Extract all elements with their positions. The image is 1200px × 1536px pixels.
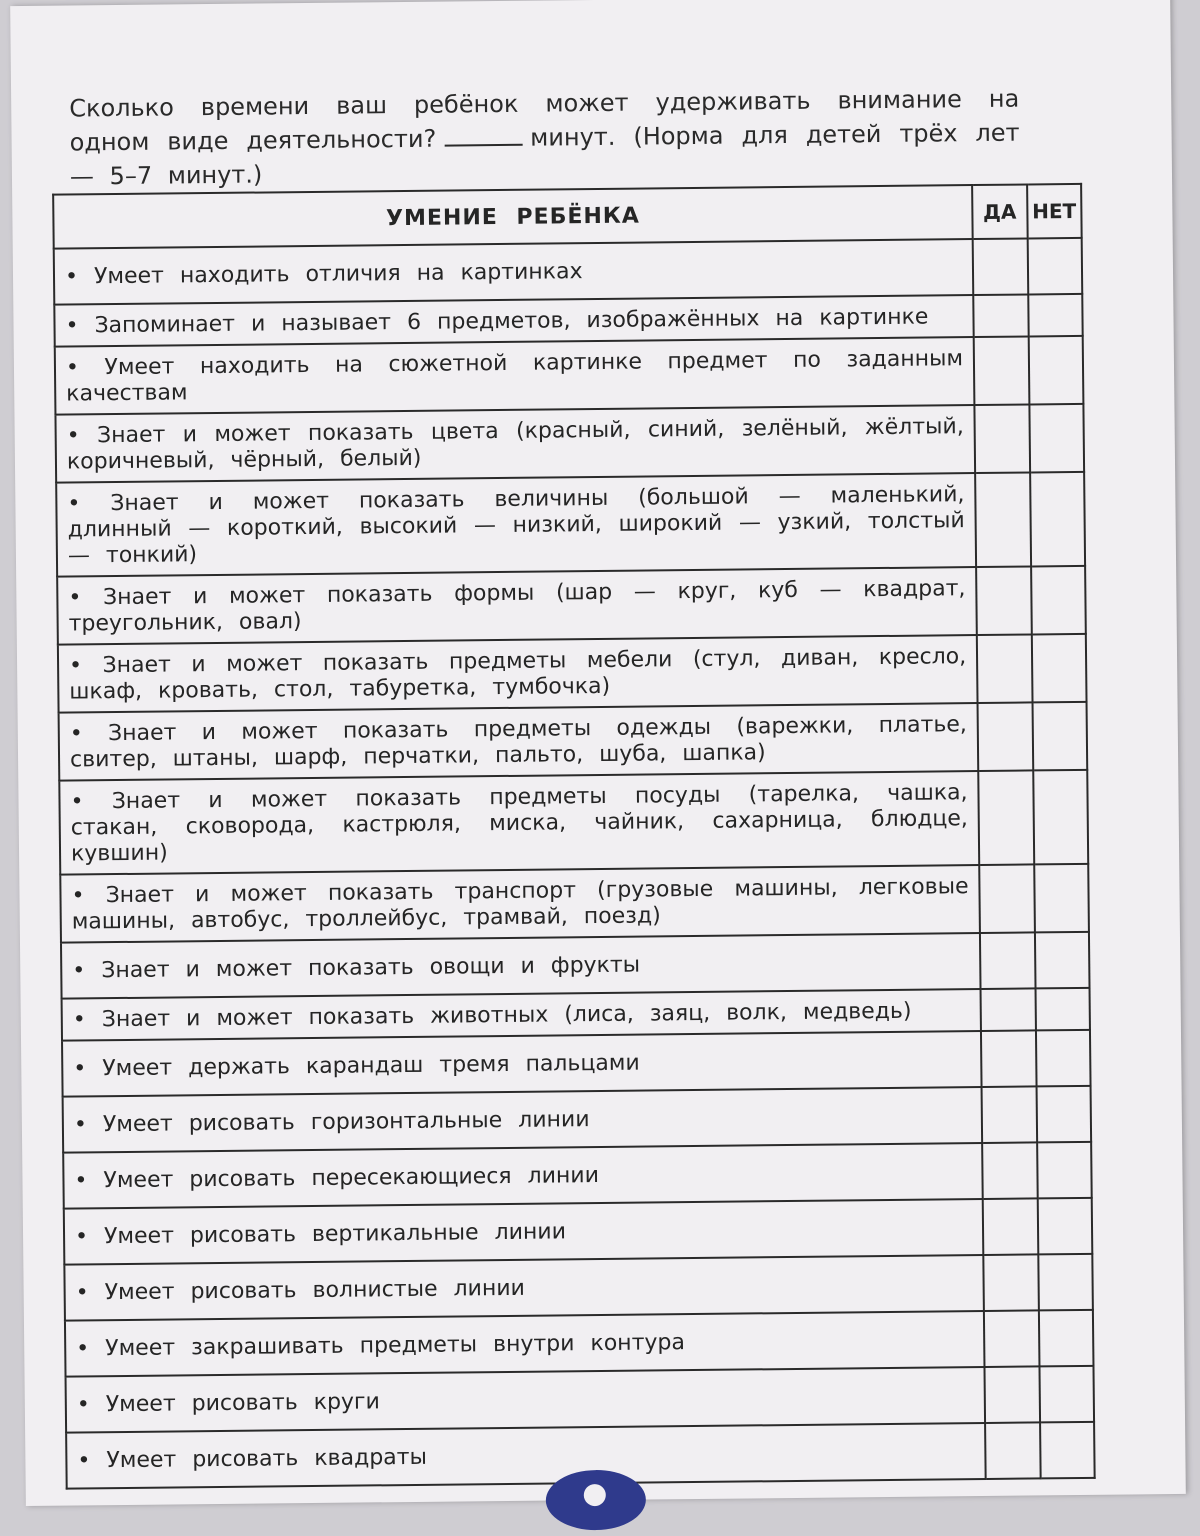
skill-text: • Умеет рисовать волнистые линии [64, 1255, 984, 1321]
yes-checkbox-cell[interactable] [978, 702, 1033, 771]
skill-column-header: УМЕНИЕ РЕБЁНКА [53, 185, 973, 249]
no-checkbox-cell[interactable] [1030, 472, 1085, 567]
skill-text: • Умеет находить отличия на картинках [54, 239, 974, 305]
yes-checkbox-cell[interactable] [984, 1310, 1039, 1367]
skill-text: • Умеет держать карандаш тремя пальцами [62, 1031, 982, 1097]
no-checkbox-cell[interactable] [1032, 702, 1087, 771]
no-checkbox-cell[interactable] [1037, 1142, 1092, 1199]
no-checkbox-cell[interactable] [1031, 566, 1086, 635]
yes-checkbox-cell[interactable] [975, 472, 1030, 567]
no-checkbox-cell[interactable] [1033, 770, 1088, 865]
no-column-header: НЕТ [1027, 184, 1082, 239]
skill-text: • Умеет находить на сюжетной картинке предмет по заданным качествам [55, 337, 975, 415]
minutes-blank[interactable] [444, 124, 522, 147]
yes-checkbox-cell[interactable] [982, 1142, 1037, 1199]
no-checkbox-cell[interactable] [1029, 404, 1084, 473]
skills-checklist-table [52, 183, 1096, 1490]
yes-checkbox-cell[interactable] [981, 988, 1036, 1031]
skill-text: • Умеет рисовать горизонтальные линии [63, 1087, 983, 1153]
yes-column-header: ДА [972, 184, 1027, 239]
table-row [55, 336, 1084, 415]
skill-text: • Знает и может показать предметы мебели (стул, диван, кресло, шкаф, кровать, стол, табуретка, тумбочка) [58, 635, 978, 713]
no-checkbox-cell[interactable] [1038, 1310, 1093, 1367]
skill-text: • Умеет рисовать вертикальные линии [64, 1199, 984, 1265]
yes-checkbox-cell[interactable] [973, 238, 1028, 295]
yes-checkbox-cell[interactable] [985, 1422, 1040, 1479]
table-row [60, 864, 1089, 943]
skill-text: • Умеет рисовать пересекающиеся линии [63, 1143, 983, 1209]
attention-question [69, 82, 1020, 194]
skill-text: • Знает и может показать формы (шар — круг, куб — квадрат, треугольник, овал) [57, 567, 977, 645]
table-row [57, 566, 1086, 645]
no-checkbox-cell[interactable] [1034, 932, 1089, 989]
skill-text: • Умеет рисовать круги [66, 1367, 986, 1433]
skill-text: • Знает и может показать предметы одежды (варежки, платье, свитер, штаны, шарф, перчатки, пальто, шуба, шапка) [59, 703, 979, 781]
table-row [59, 702, 1088, 781]
no-checkbox-cell[interactable] [1028, 336, 1083, 405]
table-row [56, 472, 1085, 577]
yes-checkbox-cell[interactable] [979, 864, 1034, 933]
norm-note: (Норма для детей трёх лет — 5–7 минут.) [69, 118, 1020, 191]
no-checkbox-cell[interactable] [1039, 1366, 1094, 1423]
skill-text: • Знает и может показать овощи и фрукты [61, 933, 981, 999]
no-checkbox-cell[interactable] [1040, 1422, 1095, 1479]
no-checkbox-cell[interactable] [1036, 1030, 1091, 1087]
skill-text: • Знает и может показать животных (лиса, заяц, волк, медведь) [62, 989, 982, 1041]
skill-text: • Умеет закрашивать предметы внутри контура [65, 1311, 985, 1377]
question-text: Сколько времени ваш ребёнок может удерживать внимание на одном виде деятельности? [69, 84, 1020, 157]
yes-checkbox-cell[interactable] [983, 1254, 1038, 1311]
no-checkbox-cell[interactable] [1038, 1254, 1093, 1311]
skill-text: • Знает и может показать величины (большой — маленький, длинный — короткий, высокий — низкий, широкий — узкий, толстый — тонкий) [56, 473, 976, 577]
no-checkbox-cell[interactable] [1036, 1086, 1091, 1143]
skill-text: • Умеет рисовать квадраты [66, 1423, 986, 1489]
skill-text: • Запоминает и называет 6 предметов, изображённых на картинке [54, 295, 974, 347]
yes-checkbox-cell[interactable] [975, 404, 1030, 473]
no-checkbox-cell[interactable] [1031, 634, 1086, 703]
no-checkbox-cell[interactable] [1034, 864, 1089, 933]
skill-text: • Знает и может показать транспорт (грузовые машины, легковые машины, автобус, троллейбус, трамвай, поезд) [60, 865, 980, 943]
publisher-logo [546, 1470, 647, 1531]
yes-checkbox-cell[interactable] [980, 932, 1035, 989]
yes-checkbox-cell[interactable] [982, 1086, 1037, 1143]
yes-checkbox-cell[interactable] [985, 1366, 1040, 1423]
no-checkbox-cell[interactable] [1028, 294, 1083, 337]
workbook-page [10, 0, 1186, 1506]
table-row [58, 634, 1087, 713]
minutes-unit: минут. [530, 122, 616, 152]
no-checkbox-cell[interactable] [1027, 238, 1082, 295]
yes-checkbox-cell[interactable] [976, 566, 1031, 635]
skill-text: • Знает и может показать цвета (красный, синий, зелёный, жёлтый, коричневый, чёрный, белый) [55, 405, 975, 483]
yes-checkbox-cell[interactable] [977, 634, 1032, 703]
skill-text: • Знает и может показать предметы посуды (тарелка, чашка, стакан, сковорода, кастрюля, миска, чайник, сахарница, блюдце, кувшин) [59, 771, 979, 875]
no-checkbox-cell[interactable] [1037, 1198, 1092, 1255]
yes-checkbox-cell[interactable] [974, 336, 1029, 405]
table-row [59, 770, 1088, 875]
yes-checkbox-cell[interactable] [973, 294, 1028, 337]
yes-checkbox-cell[interactable] [981, 1030, 1036, 1087]
table-row [55, 404, 1084, 483]
skills-rows [54, 238, 1095, 1489]
yes-checkbox-cell[interactable] [978, 770, 1033, 865]
no-checkbox-cell[interactable] [1035, 988, 1090, 1031]
yes-checkbox-cell[interactable] [983, 1198, 1038, 1255]
